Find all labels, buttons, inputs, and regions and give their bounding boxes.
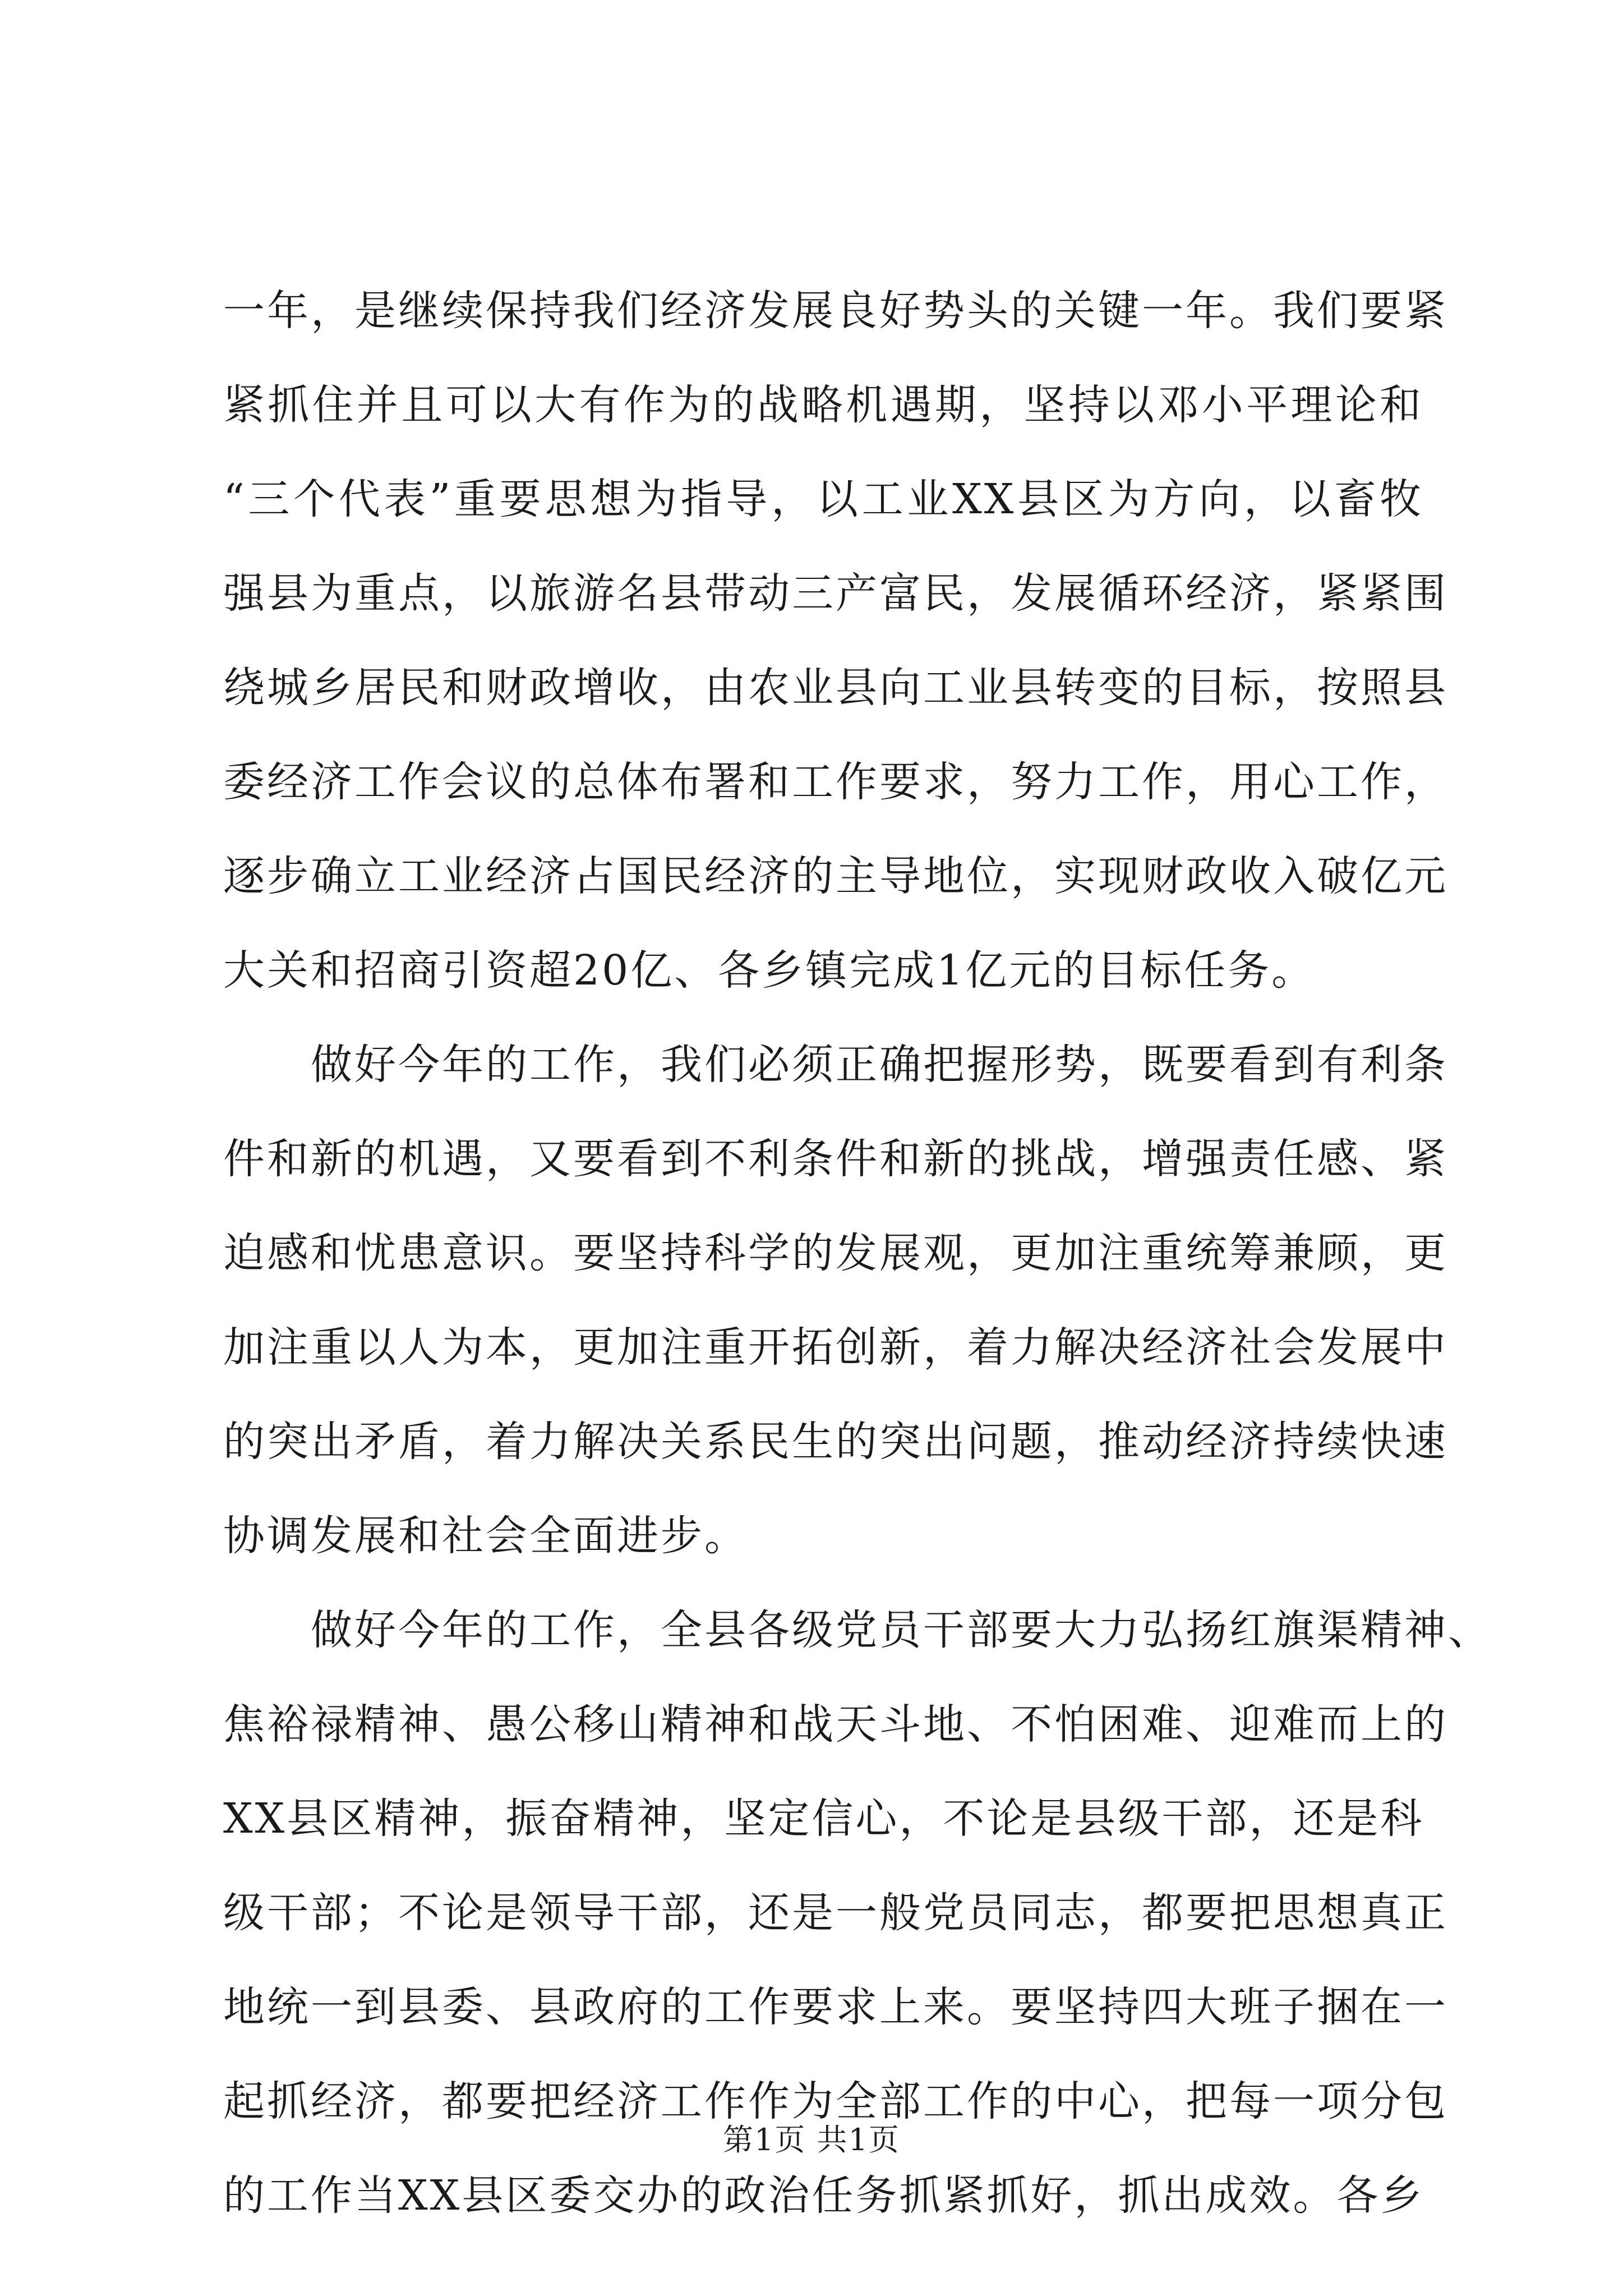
paragraph-line: 起抓经济，都要把经济工作作为全部工作的中心，把每一项分包 <box>223 2077 1448 2125</box>
paragraph-line: 协调发展和社会全面进步。 <box>223 1512 748 1560</box>
paragraph-line: 的工作当XX县区委交办的政治任务抓紧抓好，抓出成效。各乡 <box>223 2171 1424 2220</box>
paragraph-line: “三个代表”重要思想为指导，以工业XX县区为方向，以畜牧 <box>223 475 1423 523</box>
paragraph-line: 迫感和忧患意识。要坚持科学的发展观，更加注重统筹兼顾，更 <box>223 1229 1448 1277</box>
paragraph-line: 级干部；不论是领导干部，还是一般党员同志，都要把思想真正 <box>223 1889 1448 1937</box>
paragraph-line: 做好今年的工作，全县各级党员干部要大力弘扬红旗渠精神、 <box>311 1606 1492 1654</box>
paragraph-line: XX县区精神，振奋精神，坚定信心，不论是县级干部，还是科 <box>223 1795 1424 1843</box>
paragraph-line: 件和新的机遇，又要看到不利条件和新的挑战，增强责任感、紧 <box>223 1135 1448 1183</box>
document-body <box>223 264 1492 2243</box>
paragraph-line: 加注重以人为本，更加注重开拓创新，着力解决经济社会发展中 <box>223 1323 1448 1372</box>
paragraph-line: 逐步确立工业经济占国民经济的主导地位，实现财政收入破亿元 <box>223 852 1448 900</box>
paragraph-line: 一年，是继续保持我们经济发展良好势头的关键一年。我们要紧 <box>223 287 1448 335</box>
paragraph-line: 做好今年的工作，我们必须正确把握形势，既要看到有利条 <box>311 1041 1448 1089</box>
paragraph-line: 绕城乡居民和财政增收，由农业县向工业县转变的目标，按照县 <box>223 664 1448 712</box>
page-footer: 第1页 共1页 <box>723 2122 900 2157</box>
paragraph-line: 委经济工作会议的总体布署和工作要求，努力工作，用心工作， <box>223 758 1448 806</box>
paragraph-line: 焦裕禄精神、愚公移山精神和战天斗地、不怕困难、迎难而上的 <box>223 1700 1448 1749</box>
paragraph-line: 强县为重点，以旅游名县带动三产富民，发展循环经济，紧紧围 <box>223 569 1448 618</box>
paragraph-line: 大关和招商引资超20亿、各乡镇完成1亿元的目标任务。 <box>223 946 1316 995</box>
paragraph-line: 地统一到县委、县政府的工作要求上来。要坚持四大班子捆在一 <box>223 1983 1448 2031</box>
paragraph-line: 的突出矛盾，着力解决关系民生的突出问题，推动经济持续快速 <box>223 1418 1448 1466</box>
paragraph-line: 紧抓住并且可以大有作为的战略机遇期，坚持以邓小平理论和 <box>223 381 1423 429</box>
